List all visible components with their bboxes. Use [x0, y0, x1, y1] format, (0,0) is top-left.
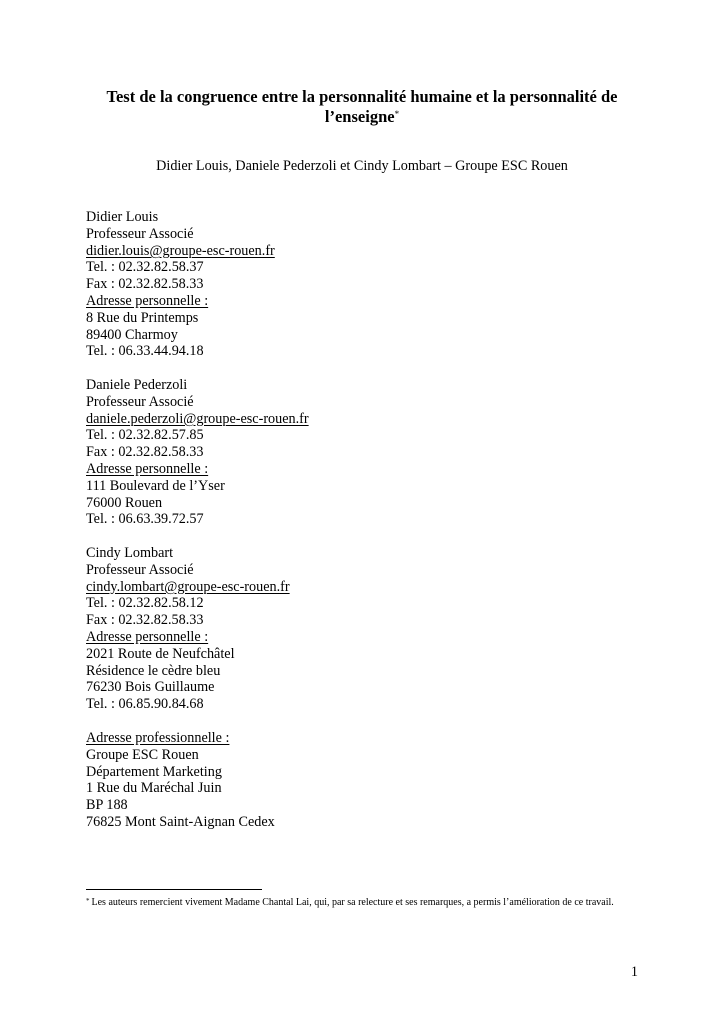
address-line: 1 Rue du Maréchal Juin [86, 780, 222, 797]
address-line: Résidence le cèdre bleu [86, 662, 221, 679]
author-fax: Fax : 02.32.82.58.33 [86, 444, 204, 461]
personal-tel: Tel. : 06.85.90.84.68 [86, 696, 204, 713]
author-tel: Tel. : 02.32.82.58.37 [86, 259, 204, 276]
personal-tel: Tel. : 06.33.44.94.18 [86, 343, 204, 360]
personal-tel: Tel. : 06.63.39.72.57 [86, 511, 204, 528]
author-name: Cindy Lombart [86, 545, 174, 561]
author-tel: Tel. : 02.32.82.58.12 [86, 595, 204, 612]
author-block-daniele-pederzoli [86, 377, 586, 528]
address-line: 76000 Rouen [86, 494, 163, 511]
author-tel: Tel. : 02.32.82.57.85 [86, 427, 204, 444]
author-role: Professeur Associé [86, 225, 194, 242]
author-fax: Fax : 02.32.82.58.33 [86, 612, 204, 629]
address-line: 76230 Bois Guillaume [86, 679, 215, 696]
author-email-link[interactable]: daniele.pederzoli@groupe-esc-rouen.fr [86, 410, 309, 427]
address-line: BP 188 [86, 797, 128, 814]
page-number: 1 [630, 964, 638, 980]
title-line-2: l’enseigne [324, 107, 395, 126]
address-line: 89400 Charmoy [86, 326, 178, 343]
address-line: 76825 Mont Saint-Aignan Cedex [86, 813, 275, 830]
author-role: Professeur Associé [86, 393, 194, 410]
professional-address-label: Adresse professionnelle : [86, 730, 230, 746]
professional-address-block [86, 730, 586, 831]
title-line-1: Test de la congruence entre la personnalité humaine et la personnalité de [106, 87, 618, 106]
personal-address-label: Adresse personnelle : [86, 628, 209, 645]
address-line: Département Marketing [86, 763, 222, 780]
author-name: Daniele Pederzoli [86, 377, 188, 393]
author-name: Didier Louis [86, 209, 159, 225]
author-block-cindy-lombart [86, 545, 586, 713]
author-email-link[interactable]: cindy.lombart@groupe-esc-rouen.fr [86, 578, 290, 595]
author-email-link[interactable]: didier.louis@groupe-esc-rouen.fr [86, 242, 275, 259]
footnote [86, 896, 642, 909]
footnote-mark: * [86, 897, 90, 905]
personal-address-label: Adresse personnelle : [86, 460, 209, 477]
address-line: 111 Boulevard de l’Yser [86, 477, 225, 494]
footnote-text: Les auteurs remercient vivement Madame Chantal Lai, qui, par sa relecture et ses remarques, a permis l’amélioration de ce travail. [91, 897, 614, 908]
address-line: 2021 Route de Neufchâtel [86, 645, 235, 662]
author-fax: Fax : 02.32.82.58.33 [86, 276, 204, 293]
footnote-separator [86, 889, 262, 890]
address-line: Groupe ESC Rouen [86, 746, 199, 763]
authors-line: Didier Louis, Daniele Pederzoli et Cindy Lombart – Groupe ESC Rouen [156, 158, 568, 174]
author-role: Professeur Associé [86, 561, 194, 578]
author-block-didier-louis [86, 209, 586, 360]
address-line: 8 Rue du Printemps [86, 309, 199, 326]
document-title [60, 87, 664, 127]
personal-address-label: Adresse personnelle : [86, 292, 209, 309]
title-footnote-mark[interactable]: * [394, 109, 400, 119]
